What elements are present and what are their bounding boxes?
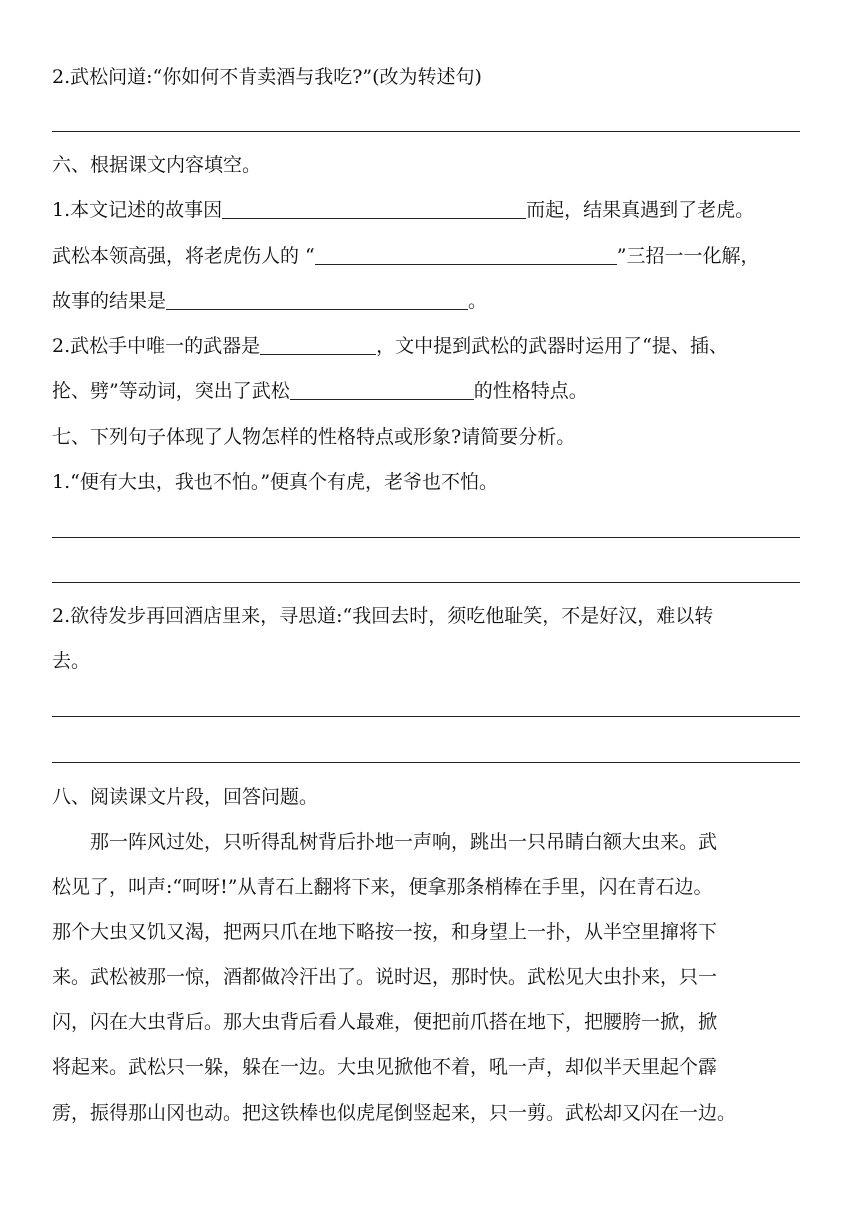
text: ，文中提到武松的武器时运用了“提、插、: [376, 335, 728, 357]
passage-line: 雳，振得那山冈也动。把这铁棒也似虎尾倒竖起来，只一剪。武松却又闪在一边。: [52, 1102, 737, 1124]
section-7-q1: 1.“便有大虫，我也不怕。”便真个有虎，老爷也不怕。: [52, 471, 499, 493]
text: 1.本文记述的故事因: [52, 199, 223, 221]
passage-line: 松见了，叫声:“呵呀!”从青石上翻将下来，便拿那条梢棒在手里，闪在青石边。: [52, 876, 713, 898]
section-6-q2-line2: [52, 378, 812, 404]
answer-line[interactable]: [52, 716, 800, 717]
section-7-q2-line2: 去。: [52, 650, 91, 672]
section-7-heading: 七、下列句子体现了人物怎样的性格特点或形象?请简要分析。: [52, 426, 576, 448]
fill-blank[interactable]: [315, 246, 617, 265]
section-6-q1-line2: [52, 243, 812, 269]
passage-line: 那个大虫又饥又渴，把两只爪在地下略按一按，和身望上一扑，从半空里撺将下: [52, 921, 718, 943]
passage-line: 那一阵风过处，只听得乱树背后扑地一声响，跳出一只吊睛白额大虫来。武: [90, 831, 718, 853]
text: ”三招一一化解，: [616, 245, 760, 267]
text: 2.武松手中唯一的武器是: [52, 335, 261, 357]
fill-blank[interactable]: [290, 381, 474, 400]
text: 故事的结果是: [52, 290, 167, 312]
fill-blank[interactable]: [222, 200, 526, 219]
passage-line: 闪，闪在大虫背后。那大虫背后看人最难，便把前爪搭在地下，把腰胯一掀，掀: [52, 1011, 718, 1033]
text: 抡、劈”等动词，突出了武松: [52, 380, 290, 402]
answer-line[interactable]: [52, 582, 800, 583]
section-6-q2-line1: [52, 333, 812, 359]
answer-line[interactable]: [52, 762, 800, 763]
text: 而起，结果真遇到了老虎。: [526, 199, 755, 221]
text: 。: [468, 290, 488, 312]
section-6-heading: 六、根据课文内容填空。: [52, 154, 262, 176]
passage-line: 来。武松被那一惊，酒都做冷汗出了。说时迟，那时快。武松见大虫扑来，只一: [52, 966, 718, 988]
text: 的性格特点。: [473, 380, 588, 402]
question-5-2: 2.武松问道:“你如何不肯卖酒与我吃?”(改为转述句): [52, 66, 482, 88]
section-6-q1-line3: [52, 288, 812, 314]
answer-line[interactable]: [52, 537, 800, 538]
fill-blank[interactable]: [260, 336, 376, 355]
section-7-q2-line1: 2.欲待发步再回酒店里来，寻思道:“我回去时，须吃他耻笑，不是好汉，难以转: [52, 605, 714, 627]
section-8-heading: 八、阅读课文片段，回答问题。: [52, 786, 319, 808]
answer-line[interactable]: [52, 131, 800, 132]
text: 武松本领高强，将老虎伤人的 “: [52, 245, 315, 267]
fill-blank[interactable]: [166, 291, 468, 310]
passage-line: 将起来。武松只一躲，躲在一边。大虫见掀他不着，吼一声，却似半天里起个霹: [52, 1056, 718, 1078]
section-6-q1-line1: [52, 197, 812, 223]
